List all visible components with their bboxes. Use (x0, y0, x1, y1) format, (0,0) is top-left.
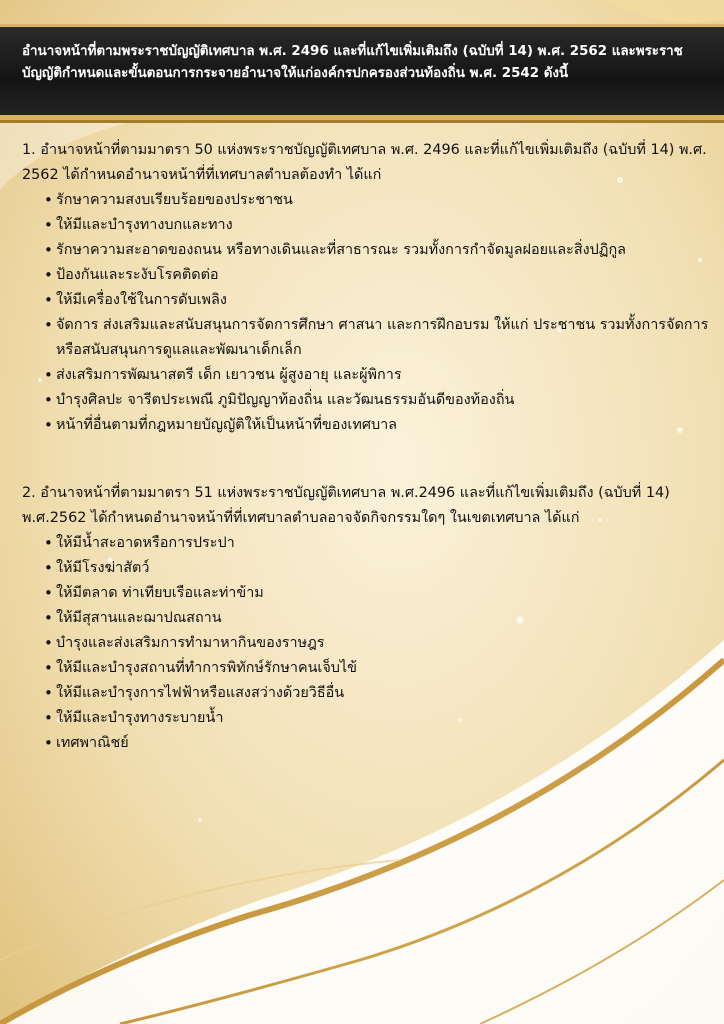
page-title: อำนาจหน้าที่ตามพระราชบัญญัติเทศบาล พ.ศ. 2496 และที่แก้ไขเพิ่มเติมถึง (ฉบับที่ 14) พ.ศ. 2562 และพระราชบัญญัติกำหนดและขั้นตอนการกระจายอำนาจให้แก่องค์กรปกครองส่วนท้องถิ่น พ.ศ. 2542 ดังนี้ (22, 44, 683, 81)
bullet-icon: • (44, 366, 53, 384)
list-item: • เทศพาณิชย์ (44, 731, 712, 756)
bullet-icon: • (44, 734, 53, 752)
bullet-icon: • (44, 709, 53, 727)
list-item: • บำรุงและส่งเสริมการทำมาหากินของราษฎร (44, 631, 712, 656)
bullet-icon: • (44, 216, 53, 234)
bullet-icon: • (44, 291, 53, 309)
list-item: • ให้มีเครื่องใช้ในการดับเพลิง (44, 288, 712, 313)
bullet-icon: • (44, 266, 53, 284)
list-item: • บำรุงศิลปะ จารีตประเพณี ภูมิปัญญาท้องถิ่น และวัฒนธรรมอันดีของท้องถิ่น (44, 388, 712, 413)
list-item: • จัดการ ส่งเสริมและสนับสนุนการจัดการศึกษา ศาสนา และการฝึกอบรม ให้แก่ ประชาชน รวมทั้งการจัดการหรือสนับสนุนการดูแลและพัฒนาเด็กเล็ก (44, 313, 712, 363)
bullet-icon: • (44, 534, 53, 552)
bullet-icon: • (44, 609, 53, 627)
bullet-icon: • (44, 391, 53, 409)
list-item: • ให้มีและบำรุงการไฟฟ้าหรือแสงสว่างด้วยวิธีอื่น (44, 681, 712, 706)
list-item: • ให้มีโรงฆ่าสัตว์ (44, 556, 712, 581)
bullet-icon: • (44, 584, 53, 602)
list-item: • รักษาความสะอาดของถนน หรือทางเดินและที่สาธารณะ รวมทั้งการกำจัดมูลฝอยและสิ่งปฏิกูล (44, 238, 712, 263)
list-item: • ให้มีสุสานและฌาปณสถาน (44, 606, 712, 631)
bullet-icon: • (44, 191, 53, 209)
title-banner (0, 24, 724, 120)
bullet-icon: • (44, 416, 53, 434)
list-item: • ให้มีและบำรุงทางบกและทาง (44, 213, 712, 238)
section-article-50 (22, 138, 712, 438)
bullet-icon: • (44, 659, 53, 677)
bullet-list (22, 188, 712, 438)
bullet-list (22, 531, 712, 756)
bullet-icon: • (44, 316, 53, 334)
list-item: • ให้มีและบำรุงสถานที่ทำการพิทักษ์รักษาคนเจ็บไข้ (44, 656, 712, 681)
list-item: • ให้มีตลาด ท่าเทียบเรือและท่าข้าม (44, 581, 712, 606)
list-item: • ส่งเสริมการพัฒนาสตรี เด็ก เยาวชน ผู้สูงอายุ และผู้พิการ (44, 363, 712, 388)
section-spacer (22, 438, 712, 481)
section-intro: 1. อำนาจหน้าที่ตามมาตรา 50 แห่งพระราชบัญญัติเทศบาล พ.ศ. 2496 และที่แก้ไขเพิ่มเติมถึง (ฉบับที่ 14) พ.ศ. 2562 ได้กำหนดอำนาจหน้าที่ที่เทศบาลตำบลต้องทำ ได้แก่ (22, 142, 707, 183)
document-body (22, 138, 712, 756)
bullet-icon: • (44, 684, 53, 702)
list-item: • ให้มีและบำรุงทางระบายน้ำ (44, 706, 712, 731)
bullet-icon: • (44, 559, 53, 577)
list-item: • ป้องกันและระงับโรคติดต่อ (44, 263, 712, 288)
section-article-51 (22, 481, 712, 756)
section-intro: 2. อำนาจหน้าที่ตามมาตรา 51 แห่งพระราชบัญญัติเทศบาล พ.ศ.2496 และที่แก้ไขเพิ่มเติมถึง (ฉบับที่ 14) พ.ศ.2562 ได้กำหนดอำนาจหน้าที่ที่เทศบาลตำบลอาจจัดกิจกรรมใดๆ ในเขตเทศบาล ได้แก่ (22, 485, 670, 526)
bullet-icon: • (44, 634, 53, 652)
list-item: • หน้าที่อื่นตามที่กฎหมายบัญญัติให้เป็นหน้าที่ของเทศบาล (44, 413, 712, 438)
bullet-icon: • (44, 241, 53, 259)
list-item: • รักษาความสงบเรียบร้อยของประชาชน (44, 188, 712, 213)
list-item: • ให้มีน้ำสะอาดหรือการประปา (44, 531, 712, 556)
